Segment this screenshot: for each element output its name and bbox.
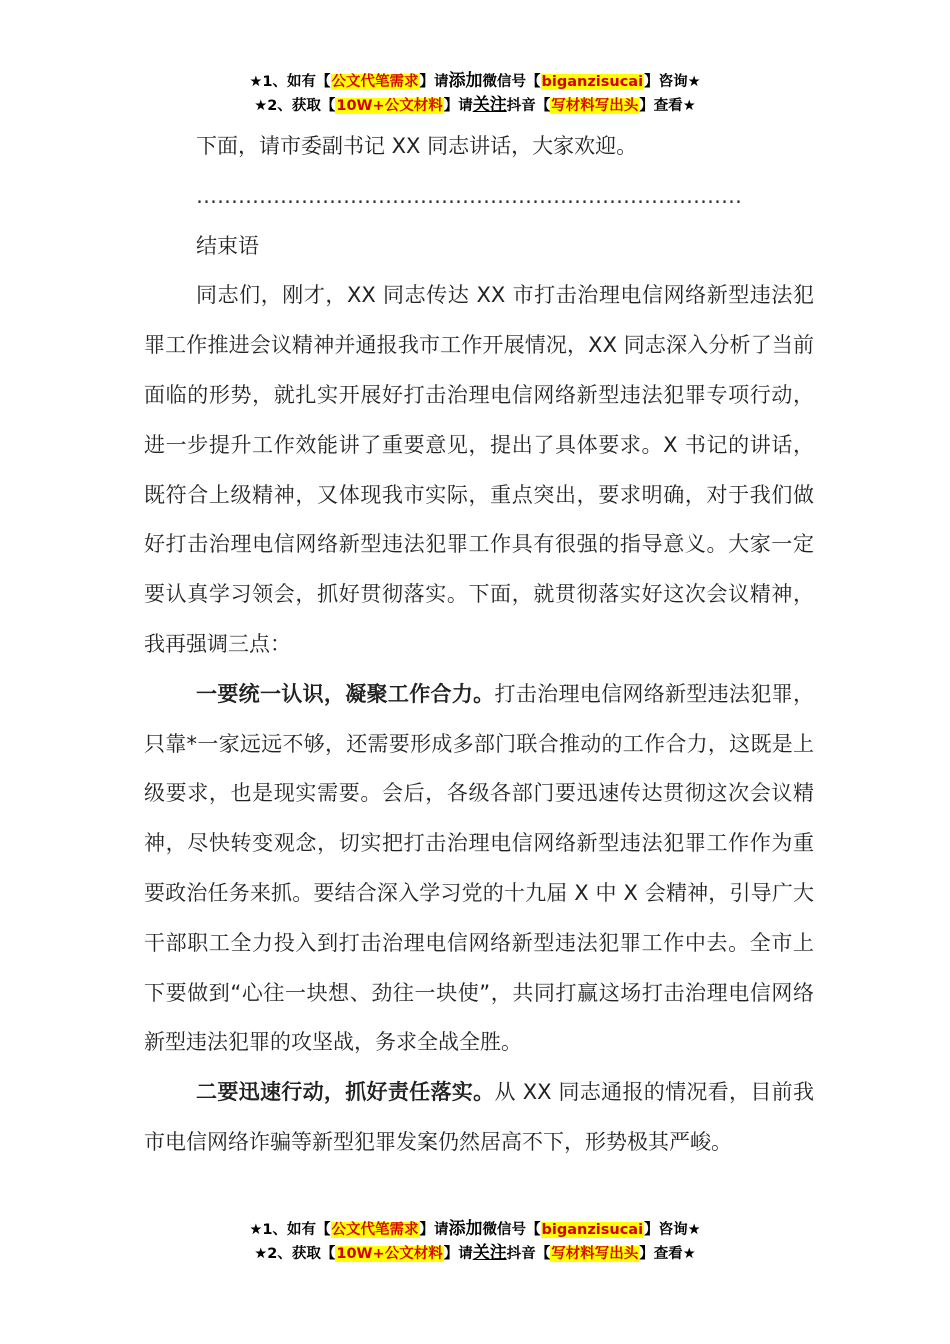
banner-highlight: 公文代笔需求 (331, 1222, 419, 1238)
paragraph-point-2 (144, 1068, 814, 1168)
banner-highlight: 写材料写出头 (551, 1246, 639, 1262)
banner-line-1: ★1、如有【公文代笔需求】请添加微信号【biganzisucai】咨询★ (249, 1219, 701, 1239)
banner-highlight: 公文代笔需求 (331, 74, 419, 90)
banner-highlight: 10W+公文材料 (336, 98, 443, 114)
banner-line-2: ★2、获取【10W+公文材料】请关注抖音【写材料写出头】查看★ (254, 1243, 696, 1263)
point-1-body: 打击治理电信网络新型违法犯罪，只靠*一家远远不够，还需要形成多部门联合推动的工作合力，这既是上级要求，也是现实需要。会后，各级各部门要迅速传达贯彻这次会议精神，尽快转变观念，切实把打击治理电信网络新型违法犯罪工作作为重要政治任务来抓。要结合深入学习党的十九届 X 中 X 会精神，引导广大干部职工全力投入到打击治理电信网络新型违法犯罪工作中去。全市上下要做到“心往一块想、劲往一块使”，共同打赢这场打击治理电信网络新型违法犯罪的攻坚战，务求全战全胜。 (144, 681, 814, 1055)
footer-banner (0, 1218, 950, 1266)
document-body (144, 122, 814, 1168)
point-1-title: 一要统一认识，凝聚工作合力。 (196, 681, 495, 706)
paragraph-intro: 下面，请市委副书记 XX 同志讲话，大家欢迎。 (196, 134, 638, 158)
point-2-title: 二要迅速行动，抓好责任落实。 (196, 1080, 495, 1105)
banner-line-2: ★2、获取【10W+公文材料】请关注抖音【写材料写出头】查看★ (254, 95, 696, 115)
banner-highlight: 写材料写出头 (551, 98, 639, 114)
header-banner (0, 70, 950, 118)
closing-heading: 结束语 (196, 233, 259, 258)
banner-highlight: biganzisucai (541, 74, 644, 90)
ellipsis-divider: …………………………………………………………………… (196, 183, 742, 208)
banner-line-1: ★1、如有【公文代笔需求】请添加微信号【biganzisucai】咨询★ (249, 71, 701, 91)
banner-highlight: 10W+公文材料 (336, 1246, 443, 1262)
point-2-body: 从 XX 同志通报的情况看，目前我市电信网络诈骗等新型犯罪发案仍然居高不下，形势极其严峻。 (144, 1080, 814, 1154)
banner-highlight: biganzisucai (541, 1222, 644, 1238)
paragraph-closing-remarks: 同志们，刚才，XX 同志传达 XX 市打击治理电信网络新型违法犯罪工作推进会议精神并通报我市工作开展情况，XX 同志深入分析了当前面临的形势，就扎实开展好打击治理电信网络新型违法犯罪专项行动，进一步提升工作效能讲了重要意见，提出了具体要求。X 书记的讲话，既符合上级精神，又体现我市实际，重点突出，要求明确，对于我们做好打击治理电信网络新型违法犯罪工作具有很强的指导意义。大家一定要认真学习领会，抓好贯彻落实。下面，就贯彻落实好这次会议精神，我再强调三点： (144, 283, 814, 656)
paragraph-point-1 (144, 670, 814, 1068)
